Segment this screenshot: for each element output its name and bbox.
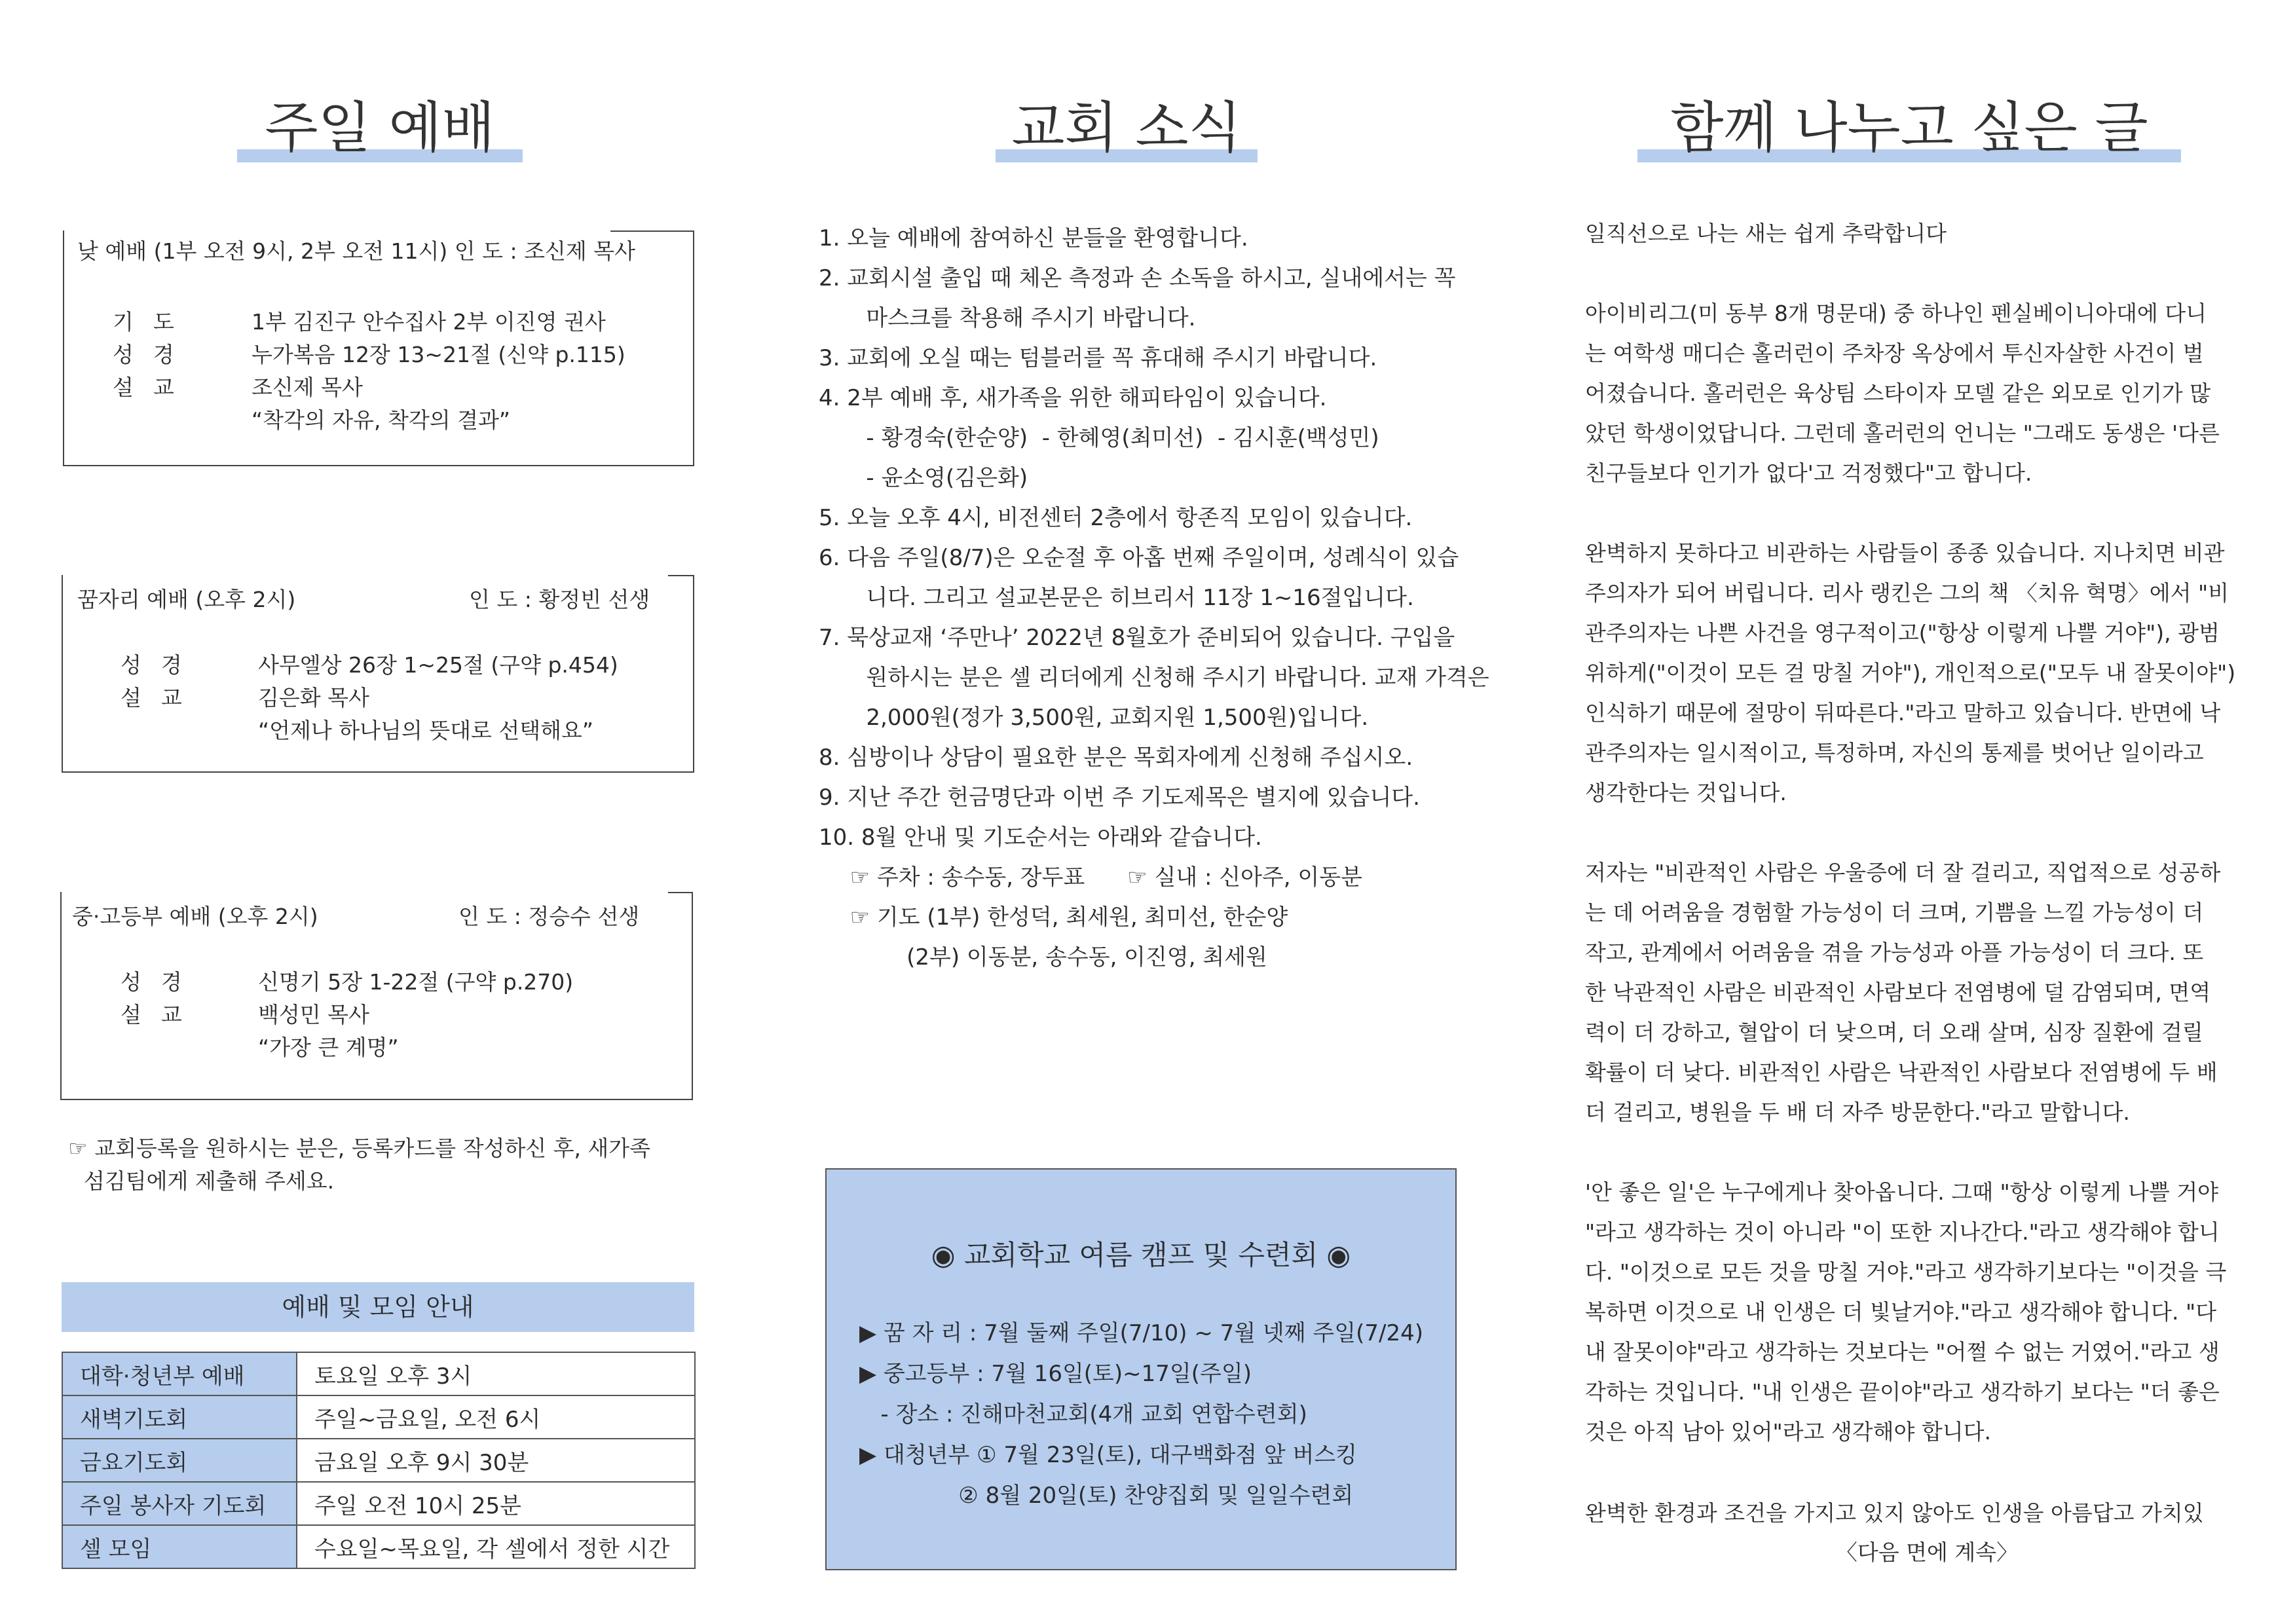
news-line: 7. 묵상교재 ‘주만나’ 2022년 8월호가 준비되어 있습니다. 구입을 xyxy=(819,625,1455,651)
dream-scripture: 사무엘상 26장 1~25절 (구약 p.454) xyxy=(258,652,618,678)
guide-time: 주일 오전 10시 25분 xyxy=(297,1482,695,1525)
essay-line: 아이비리그(미 동부 8개 명문대) 중 하나인 펜실베이니아대에 다니 xyxy=(1585,301,2207,326)
news-line: - 황경숙(한순양) - 한혜영(최미선) - 김시훈(백성민) xyxy=(845,425,1379,451)
essay-line: 았던 학생이었답니다. 그런데 홀러런의 언니는 "그래도 동생은 '다른 xyxy=(1585,420,2220,446)
news-line: ☞ 기도 (1부) 한성덕, 최세원, 최미선, 한순양 xyxy=(836,904,1288,931)
news-line: 1. 오늘 예배에 참여하신 분들을 환영합니다. xyxy=(819,225,1248,251)
worship-heading: 주일 예배 xyxy=(265,96,495,160)
table-row xyxy=(62,1482,695,1525)
essay-line: 완벽하지 못하다고 비관하는 사람들이 종종 있습니다. 지나치면 비관 xyxy=(1585,540,2225,566)
news-line: 원하시는 분은 셀 리더에게 신청해 주시기 바랍니다. 교재 가격은 xyxy=(845,665,1489,691)
day-prayer: 1부 김진구 안수집사 2부 이진영 권사 xyxy=(252,309,606,335)
camp-title: ◉ 교회학교 여름 캠프 및 수련회 ◉ xyxy=(931,1239,1351,1271)
news-line: 2,000원(정가 3,500원, 교회지원 1,500원)입니다. xyxy=(845,705,1369,731)
guide-name: 대학·청년부 예배 xyxy=(62,1352,297,1395)
news-line: 3. 교회에 오실 때는 텀블러를 꼭 휴대해 주시기 바랍니다. xyxy=(819,345,1377,371)
news-heading: 교회 소식 xyxy=(1011,96,1242,160)
box-divider xyxy=(668,575,693,576)
dream-service-leader: 인 도 : 황정빈 선생 xyxy=(469,587,650,612)
essay-line: 확률이 더 낮다. 비관적인 사람은 낙관적인 사람보다 전염병에 두 배 xyxy=(1585,1060,2218,1085)
registration-note: 섬김팀에게 제출해 주세요. xyxy=(84,1168,335,1194)
youth-preacher: 백성민 목사 xyxy=(258,1002,369,1027)
news-line: 9. 지난 주간 헌금명단과 이번 주 기도제목은 별지에 있습니다. xyxy=(819,784,1420,811)
essay-line: 내 잘못이야"라고 생각하는 것보다는 "어쩔 수 없는 거였어."라고 생 xyxy=(1585,1339,2220,1365)
table-row xyxy=(62,1525,695,1568)
news-line: 5. 오늘 오후 4시, 비전센터 2층에서 항존직 모임이 있습니다. xyxy=(819,505,1413,531)
camp-line: ▶ 대청년부 ① 7월 23일(토), 대구백화점 앞 버스킹 xyxy=(859,1442,1358,1468)
essay-line: 생각한다는 것입니다. xyxy=(1585,780,1787,805)
essay-line: 인식하기 때문에 절망이 뒤따른다."라고 말하고 있습니다. 반면에 낙 xyxy=(1585,700,2221,726)
essay-line: 는 여학생 매디슨 홀러런이 주차장 옥상에서 투신자살한 사건이 벌 xyxy=(1585,341,2204,366)
guide-time: 주일~금요일, 오전 6시 xyxy=(297,1395,695,1439)
scripture-label: 성경 xyxy=(121,969,202,995)
camp-line: - 장소 : 진해마천교회(4개 교회 연합수련회) xyxy=(859,1401,1307,1428)
guide-name: 금요기도회 xyxy=(62,1439,297,1482)
sermon-label: 설교 xyxy=(121,685,202,710)
youth-service-box xyxy=(60,892,693,1100)
guide-title-text: 예배 및 모임 안내 xyxy=(282,1293,474,1321)
camp-line: ▶ 중고등부 : 7월 16일(토)~17일(주일) xyxy=(859,1361,1252,1387)
essay-line: 어졌습니다. 홀러런은 육상팀 스타이자 모델 같은 외모로 인기가 많 xyxy=(1585,380,2211,406)
essay-line: "라고 생각하는 것이 아니라 "이 또한 지나간다."라고 생각해야 합니 xyxy=(1585,1219,2220,1245)
prayer-label: 기도 xyxy=(113,309,194,335)
guide-time: 토요일 오후 3시 xyxy=(297,1352,695,1395)
news-line: 6. 다음 주일(8/7)은 오순절 후 아홉 번째 주일이며, 성례식이 있습 xyxy=(819,545,1459,571)
essay-line: 주의자가 되어 버립니다. 리사 랭킨은 그의 책 〈치유 혁명〉에서 "비 xyxy=(1585,580,2230,606)
essay-column xyxy=(1559,0,2295,1624)
news-line: 2. 교회시설 출입 때 체온 측정과 손 소독을 하시고, 실내에서는 꼭 xyxy=(819,265,1456,291)
essay-line: 각하는 것입니다. "내 인생은 끝이야"라고 생각하기 보다는 "더 좋은 xyxy=(1585,1379,2220,1405)
table-row xyxy=(62,1395,695,1439)
essay-line: 위하게("이것이 모든 걸 망칠 거야"), 개인적으로("모두 내 잘못이야") xyxy=(1585,660,2236,686)
news-line: 니다. 그리고 설교본문은 히브리서 11장 1~16절입니다. xyxy=(845,585,1414,611)
sermon-label: 설교 xyxy=(121,1002,202,1027)
dream-sermon-title: “언제나 하나님의 뜻대로 선택해요” xyxy=(258,718,593,743)
day-preacher: 조신제 목사 xyxy=(252,375,363,400)
essay-line: '안 좋은 일'은 누구에게나 찾아옵니다. 그때 "항상 이렇게 나쁠 거야 xyxy=(1585,1179,2219,1205)
dream-preacher: 김은화 목사 xyxy=(258,685,369,710)
essay-line: 작고, 관계에서 어려움을 겪을 가능성과 아플 가능성이 더 크다. 또 xyxy=(1585,940,2204,965)
essay-line: 력이 더 강하고, 혈압이 더 낮으며, 더 오래 살며, 심장 질환에 걸릴 xyxy=(1585,1020,2203,1045)
essay-line: 한 낙관적인 사람은 비관적인 사람보다 전염병에 덜 감염되며, 면역 xyxy=(1585,980,2211,1005)
guide-time: 금요일 오후 9시 30분 xyxy=(297,1439,695,1482)
news-line: ☞ 주차 : 송수동, 장두표 ☞ 실내 : 신아주, 이동분 xyxy=(836,864,1362,891)
guide-title xyxy=(62,1282,694,1332)
guide-table xyxy=(62,1352,696,1569)
youth-scripture: 신명기 5장 1-22절 (구약 p.270) xyxy=(258,969,574,995)
camp-line: ▶ 꿈 자 리 : 7월 둘째 주일(7/10) ~ 7월 넷째 주일(7/24) xyxy=(859,1320,1423,1346)
worship-column xyxy=(0,0,747,1624)
news-line: 10. 8월 안내 및 기도순서는 아래와 같습니다. xyxy=(819,824,1262,851)
youth-service-title: 중·고등부 예배 (오후 2시) xyxy=(72,904,318,929)
continued-note: 〈다음 면에 계속〉 xyxy=(1835,1540,2019,1565)
table-row xyxy=(62,1352,695,1395)
essay-line: 관주의자는 나쁜 사건을 영구적이고("항상 이렇게 나쁠 거야"), 광범 xyxy=(1585,620,2220,646)
news-column xyxy=(773,0,1520,1624)
table-row xyxy=(62,1439,695,1482)
guide-name: 셀 모임 xyxy=(62,1525,297,1568)
day-service-title: 낮 예배 (1부 오전 9시, 2부 오전 11시) 인 도 : 조신제 목사 xyxy=(77,238,636,264)
guide-name: 주일 봉사자 기도회 xyxy=(62,1482,297,1525)
essay-line: 다. "이것으로 모든 것을 망칠 거야."라고 생각하기보다는 "이것을 극 xyxy=(1585,1259,2227,1285)
news-line: 마스크를 착용해 주시기 바랍니다. xyxy=(845,305,1196,331)
camp-box xyxy=(825,1168,1457,1570)
youth-service-leader: 인 도 : 정승수 선생 xyxy=(458,904,640,929)
essay-heading: 함께 나누고 싶은 글 xyxy=(1670,96,2148,160)
youth-sermon-title: “가장 큰 계명” xyxy=(258,1035,399,1060)
news-line: 4. 2부 예배 후, 새가족을 위한 해피타임이 있습니다. xyxy=(819,385,1327,411)
registration-note: ☞ 교회등록을 원하시는 분은, 등록카드를 작성하신 후, 새가족 xyxy=(68,1135,651,1161)
news-line: - 윤소영(김은화) xyxy=(845,465,1028,491)
scripture-label: 성경 xyxy=(113,342,194,367)
essay-line: 는 데 어려움을 경험할 가능성이 더 크며, 기쁨을 느낄 가능성이 더 xyxy=(1585,900,2204,925)
essay-line: 것은 아직 남아 있어"라고 생각해야 합니다. xyxy=(1585,1419,1992,1445)
essay-line: 더 걸리고, 병원을 두 배 더 자주 방문한다."라고 말합니다. xyxy=(1585,1099,2130,1125)
essay-line: 관주의자는 일시적이고, 특정하며, 자신의 통제를 벗어난 일이라고 xyxy=(1585,740,2204,766)
essay-line: 일직선으로 나는 새는 쉽게 추락합니다 xyxy=(1585,221,1947,246)
day-sermon-title: “착각의 자유, 착각의 결과” xyxy=(252,407,510,433)
essay-line: 복하면 이것으로 내 인생은 더 빛날거야."라고 생각해야 합니다. "다 xyxy=(1585,1299,2217,1325)
dream-service-title: 꿈자리 예배 (오후 2시) xyxy=(77,587,296,612)
scripture-label: 성경 xyxy=(121,652,202,678)
essay-line: 친구들보다 인기가 없다'고 걱정했다"고 합니다. xyxy=(1585,460,2032,486)
essay-line: 저자는 "비관적인 사람은 우울증에 더 잘 걸리고, 직업적으로 성공하 xyxy=(1585,860,2221,885)
day-scripture: 누가복음 12장 13~21절 (신약 p.115) xyxy=(252,342,625,367)
camp-line: ② 8월 20일(토) 찬양집회 및 일일수련회 xyxy=(859,1483,1354,1509)
box-divider xyxy=(668,892,692,893)
essay-line: 완벽한 환경과 조건을 가지고 있지 않아도 인생을 아름답고 가치있 xyxy=(1585,1500,2204,1526)
guide-name: 새벽기도회 xyxy=(62,1395,297,1439)
sermon-label: 설교 xyxy=(113,375,194,400)
news-line: (2부) 이동분, 송수동, 이진영, 최세원 xyxy=(836,944,1267,970)
news-line: 8. 심방이나 상담이 필요한 분은 목회자에게 신청해 주십시오. xyxy=(819,745,1413,771)
guide-time: 수요일~목요일, 각 셀에서 정한 시간 xyxy=(297,1525,695,1568)
